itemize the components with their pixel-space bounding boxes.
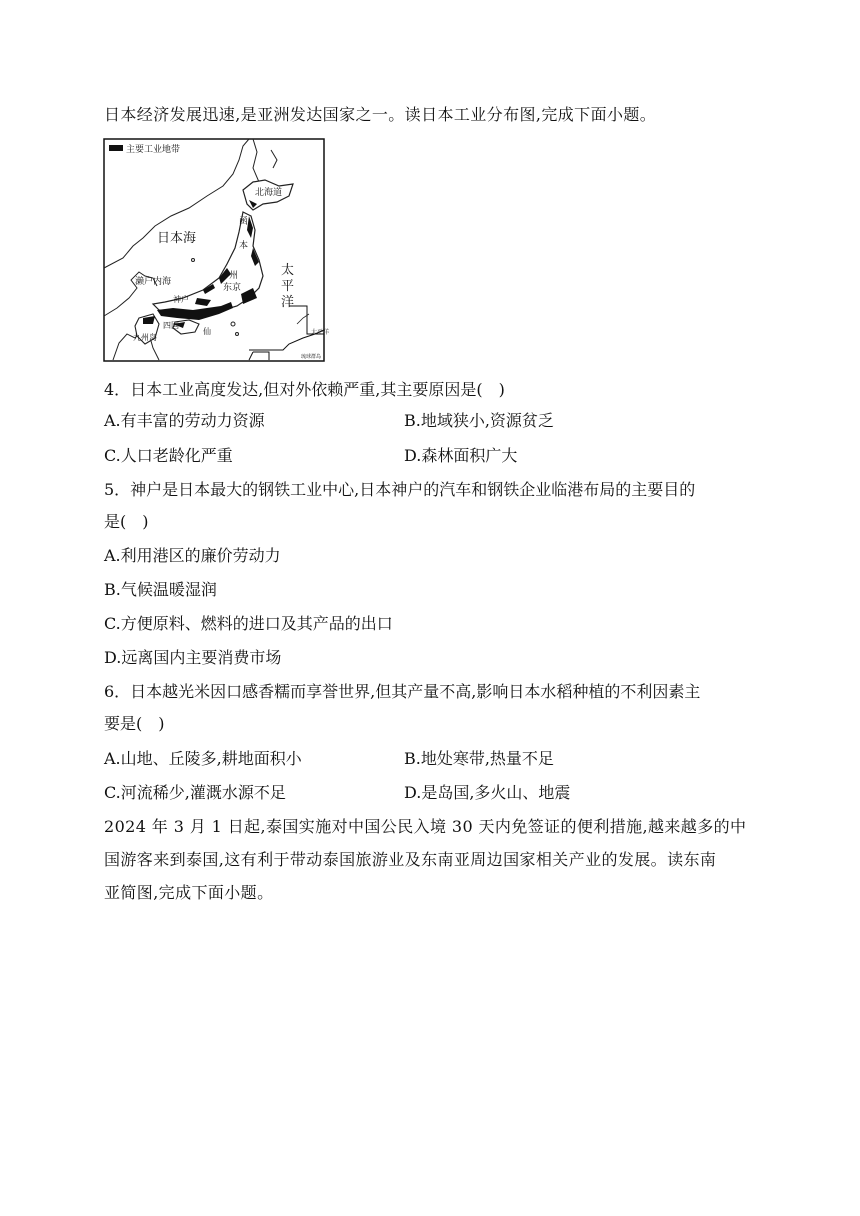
inset-note: 琉球群岛 — [301, 354, 322, 360]
japan-industry-map — [103, 138, 330, 362]
honshu-label-b: 州 — [229, 271, 239, 281]
tokyo-label: 东京 — [223, 283, 242, 293]
q5-option-d: D.远离国内主要消费市场 — [104, 648, 282, 667]
q4-option-b: B.地域狭小,资源贫乏 — [404, 411, 554, 430]
pacific-label-1: 太 — [281, 263, 295, 278]
q5-option-b: B.气候温暖湿润 — [104, 580, 217, 599]
intro2-line2: 国游客来到泰国,这有利于带动泰国旅游业及东南亚周边国家相关产业的发展。读东南 — [104, 850, 717, 869]
pacific-label-2: 平 — [281, 279, 295, 294]
q6-option-c: C.河流稀少,灌溉水源不足 — [104, 783, 286, 802]
kobe-label: 神户 — [173, 295, 189, 304]
q6-stem-line1: 6．日本越光米因口感香糯而享誉世界,但其产量不高,影响日本水稻种植的不利因素主 — [104, 682, 701, 701]
inset-label: 太平洋 — [311, 329, 330, 336]
legend-swatch — [109, 145, 123, 151]
q4-option-c: C.人口老龄化严重 — [104, 446, 233, 465]
q6-option-a: A.山地、丘陵多,耕地面积小 — [104, 749, 302, 768]
q6-option-b: B.地处寒带,热量不足 — [404, 749, 554, 768]
shikoku-label: 四国 — [163, 321, 179, 330]
q4-option-d: D.森林面积广大 — [404, 446, 518, 465]
small-label-b: 仙 — [203, 327, 211, 336]
q6-stem-line2: 要是( ) — [104, 714, 165, 733]
pacific-label-3: 洋 — [281, 295, 295, 310]
q5-stem-line2: 是( ) — [104, 512, 149, 531]
intro2-line3: 亚简图,完成下面小题。 — [104, 883, 274, 902]
q4-stem: 4．日本工业高度发达,但对外依赖严重,其主要原因是( ) — [104, 380, 505, 399]
honshu-label-a: 本 — [239, 241, 249, 251]
kyushu-label: 九州岛 — [133, 333, 157, 342]
seto-label: 濑户内海 — [135, 277, 172, 287]
small-label-a: 函 — [239, 217, 249, 227]
intro2-line1: 2024 年 3 月 1 日起,泰国实施对中国公民入境 30 天内免签证的便利措施,越来越多的中 — [104, 817, 747, 836]
q4-option-a: A.有丰富的劳动力资源 — [104, 411, 265, 430]
sea-of-japan-label: 日本海 — [157, 231, 197, 246]
q5-option-a: A.利用港区的廉价劳动力 — [104, 546, 281, 565]
q5-option-c: C.方便原料、燃料的进口及其产品的出口 — [104, 614, 393, 633]
legend-label: 主要工业地带 — [126, 145, 181, 155]
q6-option-d: D.是岛国,多火山、地震 — [404, 783, 571, 802]
hokkaido-label: 北海道 — [255, 188, 283, 198]
q5-stem-line1: 5．神户是日本最大的钢铁工业中心,日本神户的汽车和钢铁企业临港布局的主要目的 — [104, 480, 696, 499]
intro-text: 日本经济发展迅速,是亚洲发达国家之一。读日本工业分布图,完成下面小题。 — [104, 105, 657, 124]
